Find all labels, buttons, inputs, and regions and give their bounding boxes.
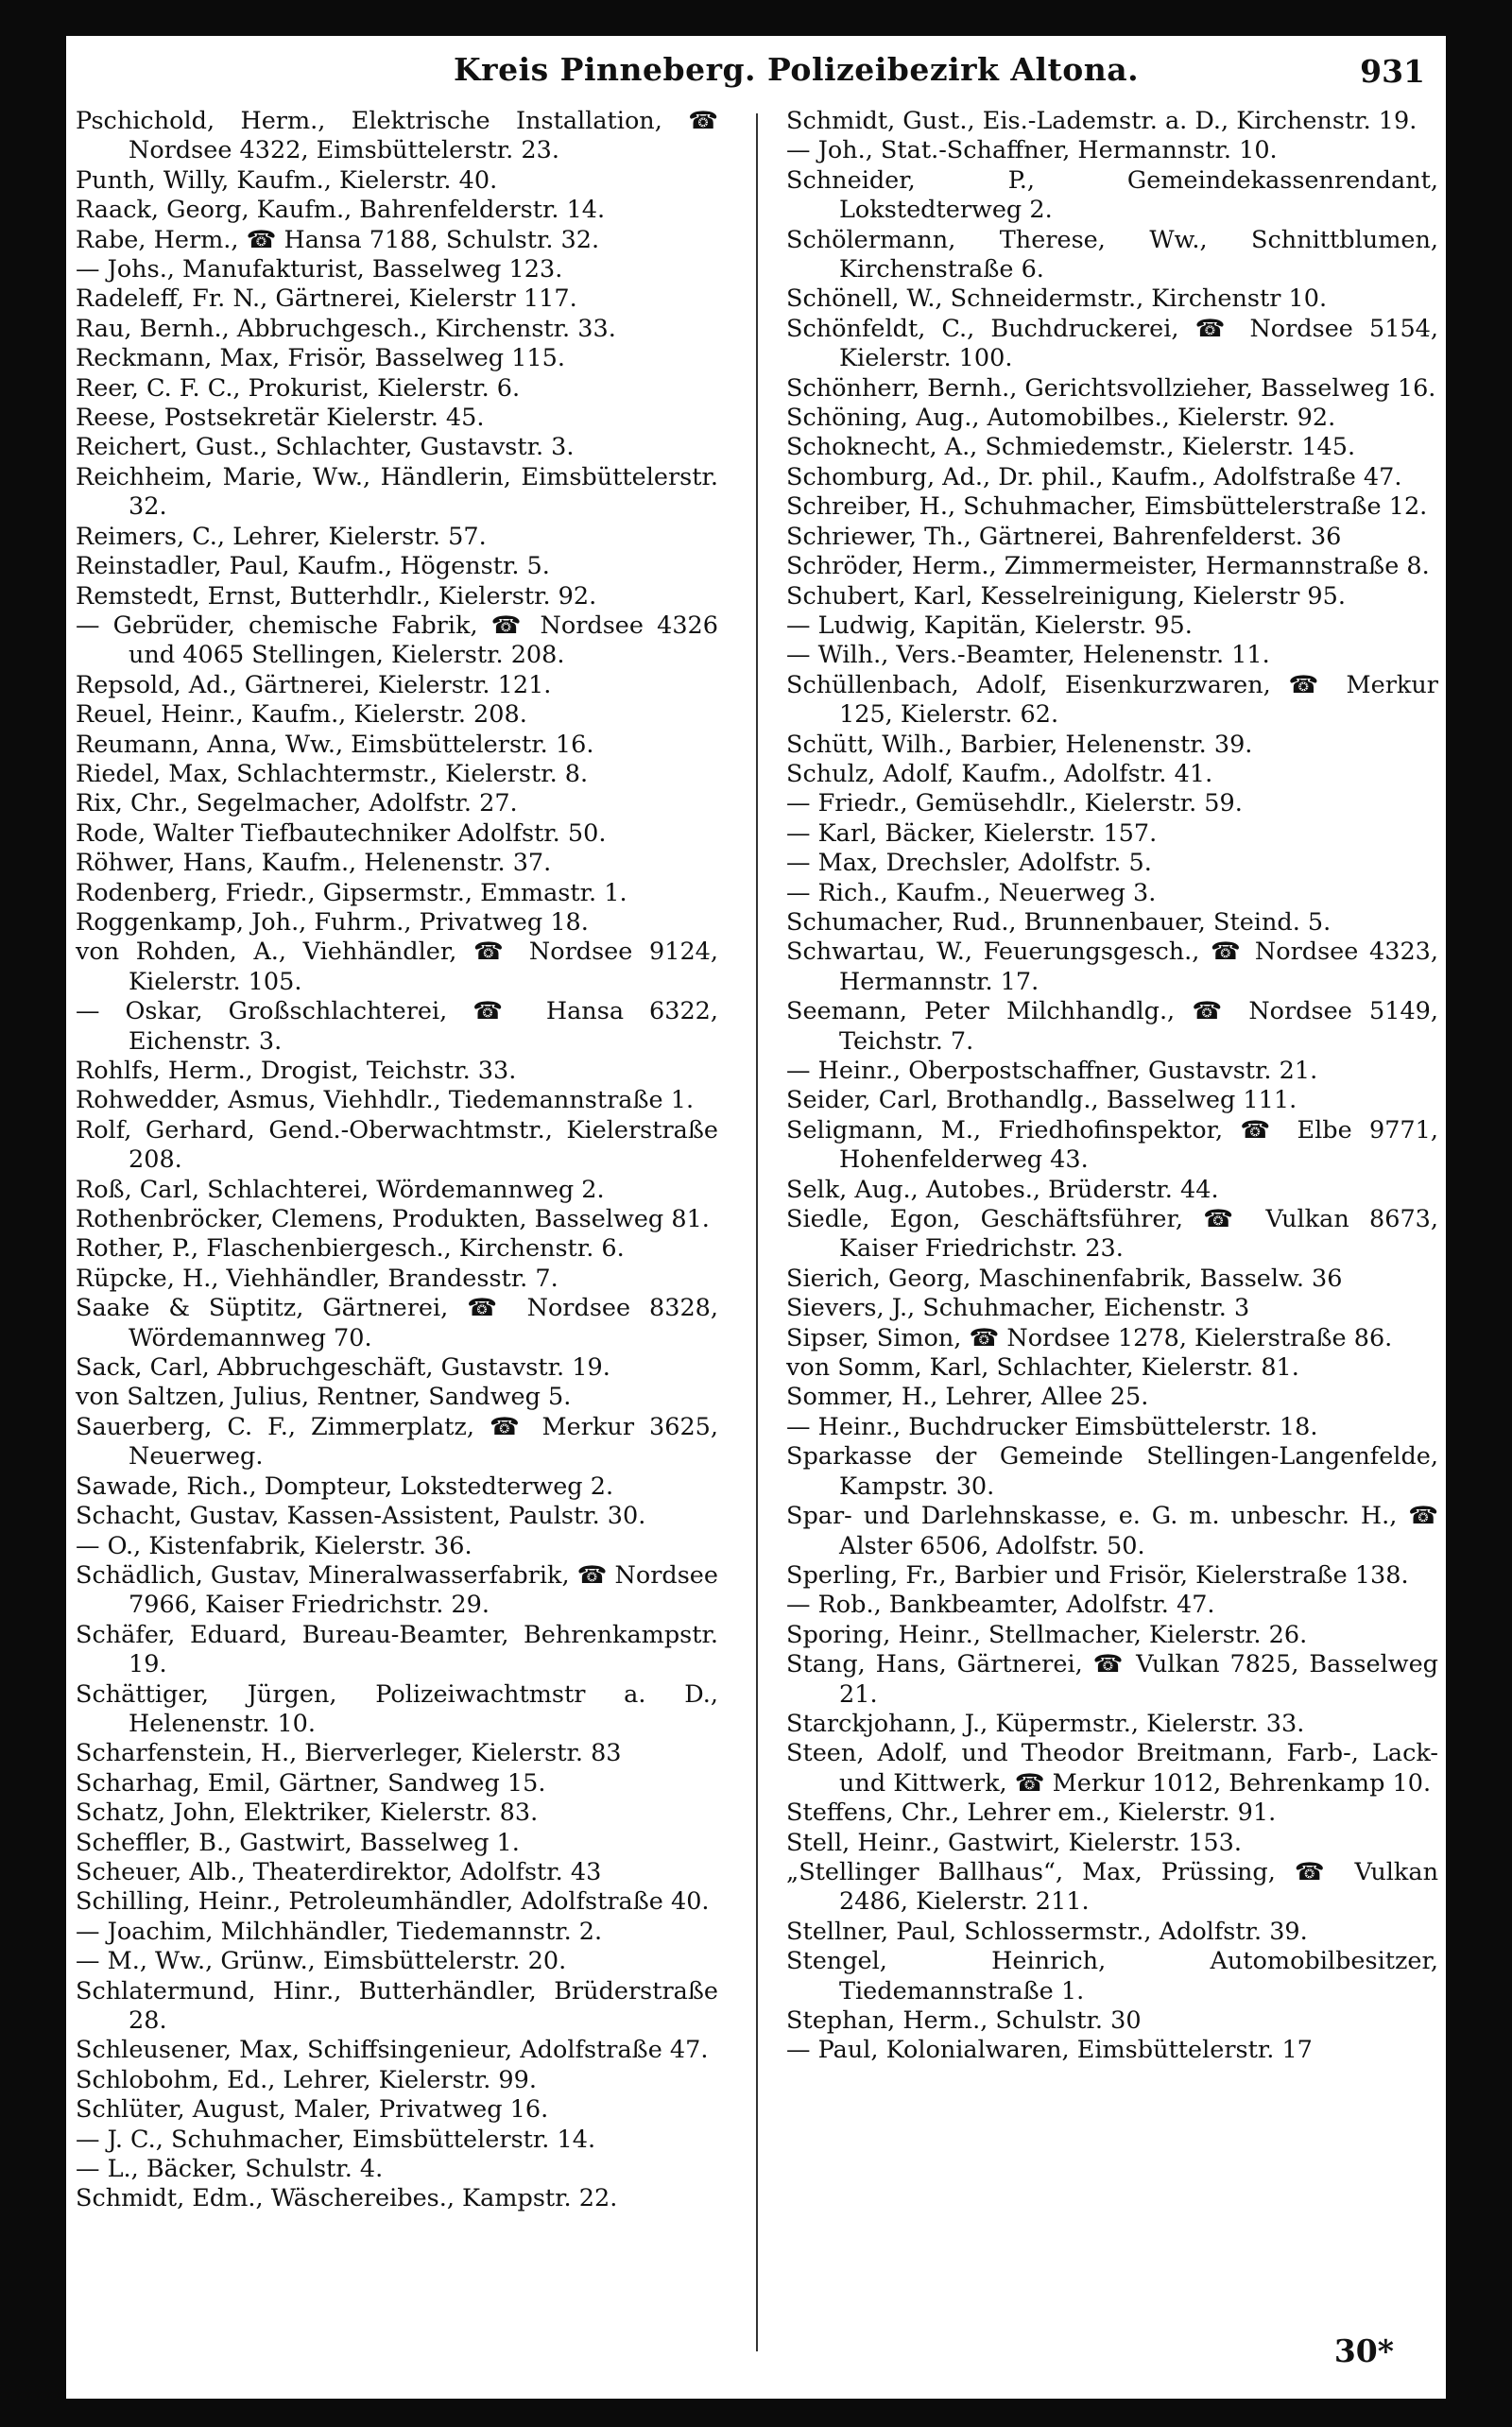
directory-entry: Sack, Carl, Abbruchgeschäft, Gustavstr. 19. <box>76 1353 610 1383</box>
directory-entry: Reckmann, Max, Frisör, Basselweg 115. <box>76 344 565 373</box>
directory-entry: von Somm, Karl, Schlachter, Kielerstr. 81. <box>786 1353 1299 1383</box>
directory-entry: Repsold, Ad., Gärtnerei, Kielerstr. 121. <box>76 670 552 699</box>
directory-entry: Reese, Postsekretär Kielerstr. 45. <box>76 404 485 433</box>
directory-entry: Sperling, Fr., Barbier und Frisör, Kielerstraße 138. <box>786 1560 1409 1590</box>
directory-entry: Rothenbröcker, Clemens, Produkten, Basselweg 81. <box>76 1205 710 1234</box>
directory-entry: Scheuer, Alb., Theaterdirektor, Adolfstr. 43 <box>76 1857 602 1886</box>
directory-entry: Schreiber, H., Schuhmacher, Eimsbüttelerstraße 12. <box>786 492 1428 522</box>
directory-entry: Reinstadler, Paul, Kaufm., Högenstr. 5. <box>76 552 550 581</box>
directory-entry: — L., Bäcker, Schulstr. 4. <box>76 2155 384 2184</box>
directory-entry: Rohwedder, Asmus, Viehhdlr., Tiedemannstraße 1. <box>76 1086 695 1115</box>
directory-entry: Sawade, Rich., Dompteur, Lokstedterweg 2. <box>76 1472 614 1501</box>
directory-entry: Schatz, John, Elektriker, Kielerstr. 83. <box>76 1799 539 1828</box>
left-column <box>76 107 718 2214</box>
directory-entry: Schumacher, Rud., Brunnenbauer, Steind. 5. <box>786 907 1332 937</box>
directory-entry: Schlobohm, Ed., Lehrer, Kielerstr. 99. <box>76 2065 537 2094</box>
directory-entry: Schacht, Gustav, Kassen-Assistent, Paulstr. 30. <box>76 1502 646 1531</box>
directory-entry: Stellner, Paul, Schlossermstr., Adolfstr. 39. <box>786 1917 1308 1946</box>
directory-entry: Sauerberg, C. F., Zimmerplatz, ☎ Merkur 3625, Neuerweg. <box>76 1412 718 1472</box>
directory-entry: Schmidt, Gust., Eis.-Lademstr. a. D., Kirchenstr. 19. <box>786 107 1418 135</box>
directory-entry: Rother, P., Flaschenbiergesch., Kirchenstr. 6. <box>76 1234 625 1264</box>
directory-entry: — Rich., Kaufm., Neuerweg 3. <box>786 878 1157 907</box>
directory-entry: Reichert, Gust., Schlachter, Gustavstr. 3. <box>76 433 575 462</box>
directory-entry: Schleusener, Max, Schiffsingenieur, Adolfstraße 47. <box>76 2036 709 2065</box>
directory-entry: — Gebrüder, chemische Fabrik, ☎ Nordsee 4326 und 4065 Stellingen, Kielerstr. 208. <box>76 611 718 670</box>
directory-entry: Siedle, Egon, Geschäftsführer, ☎ Vulkan 8673, Kaiser Friedrichstr. 23. <box>786 1205 1438 1264</box>
directory-entry: Seider, Carl, Brothandlg., Basselweg 111. <box>786 1086 1297 1115</box>
directory-entry: Stang, Hans, Gärtnerei, ☎ Vulkan 7825, Basselweg 21. <box>786 1650 1438 1709</box>
directory-entry: — Oskar, Großschlachterei, ☎ Hansa 6322, Eichenstr. 3. <box>76 997 718 1056</box>
directory-entry: Steffens, Chr., Lehrer em., Kielerstr. 91. <box>786 1799 1277 1828</box>
directory-entry: Stengel, Heinrich, Automobilbesitzer, Tiedemannstraße 1. <box>786 1947 1438 2005</box>
directory-entry: Reimers, C., Lehrer, Kielerstr. 57. <box>76 522 487 551</box>
directory-entry: Rolf, Gerhard, Gend.-Oberwachtmstr., Kielerstraße 208. <box>76 1115 718 1175</box>
directory-page <box>66 36 1446 2399</box>
directory-entry: Selk, Aug., Autobes., Brüderstr. 44. <box>786 1175 1219 1204</box>
directory-entry: „Stellinger Ballhaus“, Max, Prüssing, ☎ Vulkan 2486, Kielerstr. 211. <box>786 1857 1438 1917</box>
directory-entry: Schönfeldt, C., Buchdruckerei, ☎ Nordsee 5154, Kielerstr. 100. <box>786 314 1438 373</box>
directory-entry: Spar- und Darlehnskasse, e. G. m. unbeschr. H., ☎ Alster 6506, Adolfstr. 50. <box>786 1502 1438 1560</box>
directory-entry: — Johs., Manufakturist, Basselweg 123. <box>76 255 563 284</box>
right-column <box>786 107 1438 2066</box>
directory-entry: Schmidt, Edm., Wäschereibes., Kampstr. 22. <box>76 2184 618 2213</box>
directory-entry: — Friedr., Gemüsehdlr., Kielerstr. 59. <box>786 789 1243 818</box>
directory-entry: Reumann, Anna, Ww., Eimsbüttelerstr. 16. <box>76 730 594 759</box>
directory-entry: — Rob., Bankbeamter, Adolfstr. 47. <box>786 1591 1215 1620</box>
directory-entry: Rabe, Herm., ☎ Hansa 7188, Schulstr. 32. <box>76 225 600 254</box>
page-title: Kreis Pinneberg. Polizeibezirk Altona. <box>454 51 1140 88</box>
directory-entry: Schüllenbach, Adolf, Eisenkurzwaren, ☎ Merkur 125, Kielerstr. 62. <box>786 670 1438 730</box>
directory-entry: Schulz, Adolf, Kaufm., Adolfstr. 41. <box>786 759 1213 788</box>
directory-entry: Punth, Willy, Kaufm., Kielerstr. 40. <box>76 165 498 195</box>
directory-entry: von Saltzen, Julius, Rentner, Sandweg 5. <box>76 1383 572 1412</box>
directory-entry: Stell, Heinr., Gastwirt, Kielerstr. 153. <box>786 1828 1242 1857</box>
directory-entry: Rohlfs, Herm., Drogist, Teichstr. 33. <box>76 1057 517 1085</box>
directory-entry: — O., Kistenfabrik, Kielerstr. 36. <box>76 1531 472 1560</box>
directory-entry: Roggenkamp, Joh., Fuhrm., Privatweg 18. <box>76 907 589 937</box>
directory-entry: — Heinr., Oberpostschaffner, Gustavstr. 21. <box>786 1057 1318 1085</box>
directory-entry: Schättiger, Jürgen, Polizeiwachtmstr a. D., Helenenstr. 10. <box>76 1679 718 1738</box>
directory-entry: Sipser, Simon, ☎ Nordsee 1278, Kielerstraße 86. <box>786 1323 1393 1352</box>
directory-entry: Seligmann, M., Friedhofinspektor, ☎ Elbe 9771, Hohenfelderweg 43. <box>786 1115 1438 1175</box>
directory-entry: Starckjohann, J., Küpermstr., Kielerstr. 33. <box>786 1709 1305 1738</box>
directory-entry: — Karl, Bäcker, Kielerstr. 157. <box>786 818 1158 848</box>
directory-entry: — Wilh., Vers.-Beamter, Helenenstr. 11. <box>786 641 1270 670</box>
directory-entry: von Rohden, A., Viehhändler, ☎ Nordsee 9124, Kielerstr. 105. <box>76 938 718 996</box>
directory-entry: Steen, Adolf, und Theodor Breitmann, Farb-, Lack- und Kittwerk, ☎ Merkur 1012, Behrenkamp 10. <box>786 1739 1438 1798</box>
directory-entry: Schöning, Aug., Automobilbes., Kielerstr. 92. <box>786 404 1336 433</box>
directory-entry: — Heinr., Buchdrucker Eimsbüttelerstr. 18. <box>786 1412 1318 1441</box>
directory-entry: Sommer, H., Lehrer, Allee 25. <box>786 1383 1149 1412</box>
directory-entry: Rodenberg, Friedr., Gipsermstr., Emmastr. 1. <box>76 878 627 907</box>
directory-entry: Seemann, Peter Milchhandlg., ☎ Nordsee 5149, Teichstr. 7. <box>786 997 1438 1056</box>
directory-entry: Pschichold, Herm., Elektrische Installation, ☎ Nordsee 4322, Eimsbüttelerstr. 23. <box>76 107 718 165</box>
directory-entry: Roß, Carl, Schlachterei, Wördemannweg 2. <box>76 1175 605 1204</box>
directory-entry: Schütt, Wilh., Barbier, Helenenstr. 39. <box>786 730 1253 759</box>
directory-entry: Schäfer, Eduard, Bureau-Beamter, Behrenkampstr. 19. <box>76 1620 718 1679</box>
directory-entry: Schönherr, Bernh., Gerichtsvollzieher, Basselweg 16. <box>786 373 1436 403</box>
printer-signature: 30* <box>1333 2332 1394 2369</box>
directory-entry: Schomburg, Ad., Dr. phil., Kaufm., Adolfstraße 47. <box>786 462 1402 491</box>
directory-entry: Reuel, Heinr., Kaufm., Kielerstr. 208. <box>76 700 527 730</box>
directory-entry: Sierich, Georg, Maschinenfabrik, Basselw. 36 <box>786 1264 1343 1293</box>
directory-entry: Schölermann, Therese, Ww., Schnittblumen, Kirchenstraße 6. <box>786 225 1438 284</box>
directory-entry: Rüpcke, H., Viehhändler, Brandesstr. 7. <box>76 1264 558 1293</box>
directory-entry: — M., Ww., Grünw., Eimsbüttelerstr. 20. <box>76 1947 567 1976</box>
directory-entry: Reer, C. F. C., Prokurist, Kielerstr. 6. <box>76 373 521 403</box>
directory-entry: — Max, Drechsler, Adolfstr. 5. <box>786 849 1152 878</box>
directory-entry: Scharhag, Emil, Gärtner, Sandweg 15. <box>76 1768 546 1798</box>
directory-entry: Saake & Süptitz, Gärtnerei, ☎ Nordsee 8328, Wördemannweg 70. <box>76 1294 718 1352</box>
directory-entry: Schwartau, W., Feuerungsgesch., ☎ Nordsee 4323, Hermannstr. 17. <box>786 938 1438 996</box>
page-number: 931 <box>1360 53 1425 90</box>
directory-entry: Reichheim, Marie, Ww., Händlerin, Eimsbüttelerstr. 32. <box>76 462 718 522</box>
directory-entry: Schriewer, Th., Gärtnerei, Bahrenfelderst. 36 <box>786 522 1342 551</box>
directory-entry: Schilling, Heinr., Petroleumhändler, Adolfstraße 40. <box>76 1887 710 1917</box>
directory-entry: Riedel, Max, Schlachtermstr., Kielerstr. 8. <box>76 759 589 788</box>
directory-entry: Schönell, W., Schneidermstr., Kirchenstr 10. <box>786 284 1328 314</box>
directory-entry: Rix, Chr., Segelmacher, Adolfstr. 27. <box>76 789 518 818</box>
directory-entry: Schädlich, Gustav, Mineralwasserfabrik, ☎ Nordsee 7966, Kaiser Friedrichstr. 29. <box>76 1560 718 1620</box>
directory-entry: Schlüter, August, Maler, Privatweg 16. <box>76 2095 549 2125</box>
directory-entry: Sievers, J., Schuhmacher, Eichenstr. 3 <box>786 1294 1250 1323</box>
directory-entry: Schoknecht, A., Schmiedemstr., Kielerstr. 145. <box>786 433 1356 462</box>
directory-entry: Schneider, P., Gemeindekassenrendant, Lokstedterweg 2. <box>786 165 1438 225</box>
directory-entry: — Ludwig, Kapitän, Kielerstr. 95. <box>786 611 1193 640</box>
directory-entry: — Paul, Kolonialwaren, Eimsbüttelerstr. 17 <box>786 2036 1313 2065</box>
directory-entry: Schubert, Karl, Kesselreinigung, Kielerstr 95. <box>786 581 1346 611</box>
directory-entry: Schlatermund, Hinr., Butterhändler, Brüderstraße 28. <box>76 1976 718 2035</box>
directory-entry: Rode, Walter Tiefbautechniker Adolfstr. 50. <box>76 818 607 848</box>
directory-entry: Remstedt, Ernst, Butterhdlr., Kielerstr. 92. <box>76 581 597 611</box>
directory-entry: Sparkasse der Gemeinde Stellingen-Langenfelde, Kampstr. 30. <box>786 1442 1438 1501</box>
column-divider <box>756 113 758 2351</box>
directory-entry: Sporing, Heinr., Stellmacher, Kielerstr. 26. <box>786 1620 1308 1649</box>
directory-entry: Scharfenstein, H., Bierverleger, Kielerstr. 83 <box>76 1739 622 1768</box>
directory-entry: — J. C., Schuhmacher, Eimsbüttelerstr. 14. <box>76 2125 596 2154</box>
directory-entry: Rau, Bernh., Abbruchgesch., Kirchenstr. 33. <box>76 314 616 343</box>
directory-entry: Stephan, Herm., Schulstr. 30 <box>786 2006 1142 2035</box>
directory-entry: — Joh., Stat.-Schaffner, Hermannstr. 10. <box>786 136 1278 165</box>
directory-entry: — Joachim, Milchhändler, Tiedemannstr. 2. <box>76 1917 603 1946</box>
directory-entry: Raack, Georg, Kaufm., Bahrenfelderstr. 14. <box>76 196 606 225</box>
directory-entry: Röhwer, Hans, Kaufm., Helenenstr. 37. <box>76 849 552 878</box>
directory-entry: Radeleff, Fr. N., Gärtnerei, Kielerstr 117. <box>76 284 577 314</box>
directory-entry: Scheffler, B., Gastwirt, Basselweg 1. <box>76 1828 520 1857</box>
directory-entry: Schröder, Herm., Zimmermeister, Hermannstraße 8. <box>786 552 1430 581</box>
page-header <box>66 42 1446 98</box>
